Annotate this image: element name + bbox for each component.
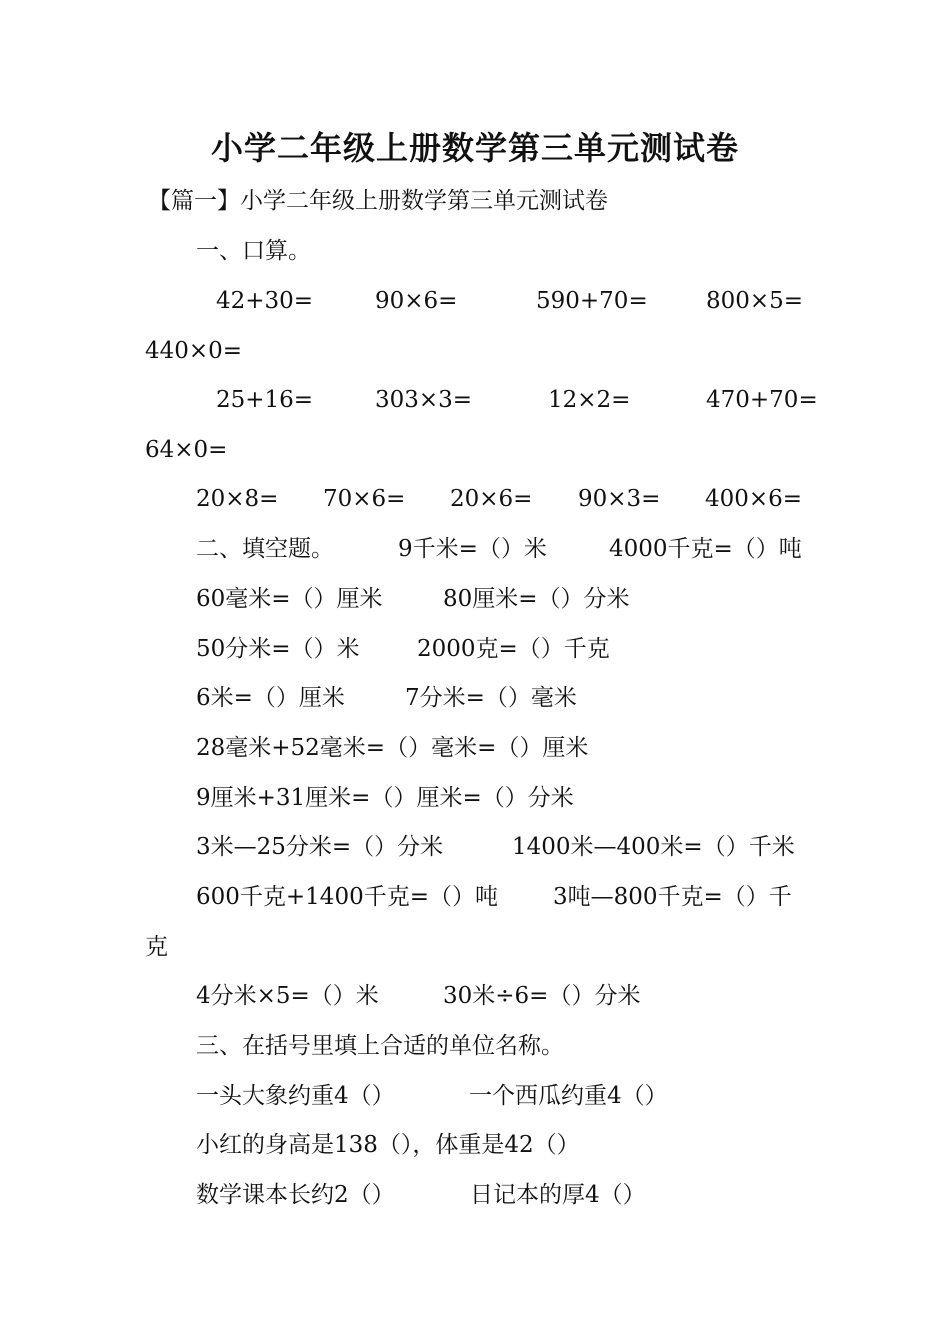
fill-blank-item: 1400米—400米=（）千米 <box>512 834 795 860</box>
oral-problem: 400×6= <box>705 486 803 512</box>
oral-problem: 440×0= <box>145 338 243 364</box>
unit-item: 一头大象约重4（） <box>196 1083 395 1109</box>
oral-problem: 20×8= <box>196 486 279 512</box>
document-subtitle: 【篇一】小学二年级上册数学第三单元测试卷 <box>148 188 608 214</box>
oral-problem: 64×0= <box>145 437 228 463</box>
section2-heading: 二、填空题。 <box>196 536 334 562</box>
oral-problem: 20×6= <box>450 486 533 512</box>
fill-blank-item: 60毫米=（）厘米 <box>196 586 383 612</box>
oral-problem: 90×6= <box>375 288 458 314</box>
fill-blank-item: 7分米=（）毫米 <box>405 685 577 711</box>
unit-item: 数学课本长约2（） <box>196 1182 395 1208</box>
fill-blank-item: 30米÷6=（）分米 <box>443 983 641 1009</box>
unit-item: 小红的身高是138（），体重是42（） <box>196 1132 580 1158</box>
oral-problem: 42+30= <box>216 288 314 314</box>
section1-heading: 一、口算。 <box>196 238 311 264</box>
fill-blank-item: 3米—25分米=（）分米 <box>196 834 444 860</box>
oral-problem: 12×2= <box>548 387 631 413</box>
unit-item: 日记本的厚4（） <box>470 1182 646 1208</box>
fill-blank-item: 80厘米=（）分米 <box>443 586 630 612</box>
document-title: 小学二年级上册数学第三单元测试卷 <box>210 129 739 167</box>
fill-blank-item: 28毫米+52毫米=（）毫米=（）厘米 <box>196 735 589 761</box>
section3-heading: 三、在括号里填上合适的单位名称。 <box>196 1033 564 1059</box>
fill-blank-item: 9厘米+31厘米=（）厘米=（）分米 <box>196 785 574 811</box>
fill-blank-item-wrap: 克 <box>145 934 168 960</box>
fill-blank-item: 600千克+1400千克=（）吨 <box>196 884 498 910</box>
oral-problem: 90×3= <box>578 486 661 512</box>
fill-blank-item: 2000克=（）千克 <box>417 636 610 662</box>
oral-problem: 303×3= <box>375 387 473 413</box>
unit-item: 一个西瓜约重4（） <box>469 1083 668 1109</box>
fill-blank-item: 4分米×5=（）米 <box>196 983 379 1009</box>
fill-blank-item: 9千米=（）米 <box>398 536 547 562</box>
oral-problem: 25+16= <box>216 387 314 413</box>
fill-blank-item: 50分米=（）米 <box>196 636 360 662</box>
oral-problem: 590+70= <box>536 288 648 314</box>
fill-blank-item: 4000千克=（）吨 <box>609 536 802 562</box>
fill-blank-item: 3吨—800千克=（）千 <box>553 884 792 910</box>
oral-problem: 70×6= <box>323 486 406 512</box>
oral-problem: 470+70= <box>706 387 818 413</box>
fill-blank-item: 6米=（）厘米 <box>196 685 345 711</box>
oral-problem: 800×5= <box>706 288 804 314</box>
